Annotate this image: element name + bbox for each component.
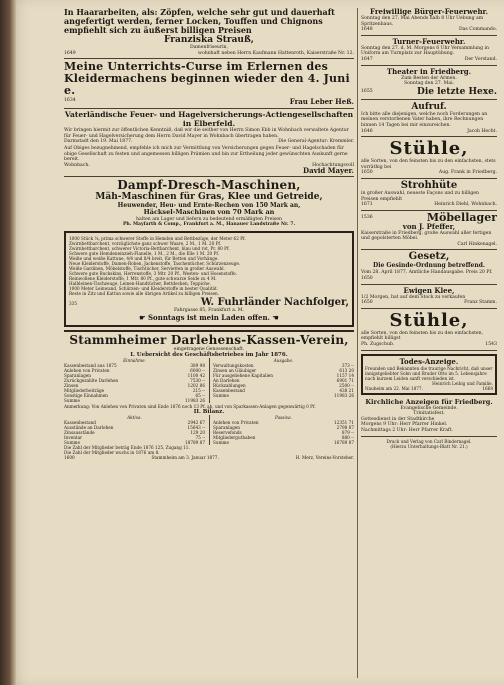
church-title: Kirchliche Anzeigen für Friedberg. xyxy=(365,397,493,406)
death-body: Freunden und Bekannten die traurige Nachricht, daß unser innigstgeliebter Sohn und Bruder Otto im 5. Lebensjahre nach kurzem Leiden sanft verschieden ist. xyxy=(365,365,493,381)
ad-hair-name: Franziska Strauß, xyxy=(164,35,254,45)
law-number: 1650 xyxy=(361,276,373,282)
loan-section1: I. Uebersicht des Geschäftsbetriebes im Jahr 1876. xyxy=(130,352,288,359)
row-amount: 75 -- xyxy=(195,435,205,441)
row-label: Ausstände an Darlehen xyxy=(64,425,114,431)
theater-date: Sonntag den 27. Mai. xyxy=(403,81,455,87)
ad-theater xyxy=(361,68,497,97)
ad-loan-association xyxy=(64,330,354,461)
loan-number: 1600 xyxy=(64,455,75,461)
loan-einnahme-label: Einnahme. xyxy=(123,358,146,364)
chairs1-signer: Aug. Frank in Friedberg. xyxy=(438,170,497,176)
ad-hair xyxy=(64,8,354,56)
row-label: Zinsausstände xyxy=(64,430,95,436)
loan-passiva-label: Passiva. xyxy=(275,415,292,421)
row-label: Mitgliederguthaben xyxy=(213,435,256,441)
textile-item: Weiße und weiße Kattune, 4/4 und 8/4 breit, für Betten und Vorhänge. xyxy=(69,256,219,262)
row-label: Reservefonds xyxy=(213,430,242,436)
row-label: Kassenbestand xyxy=(213,388,245,394)
row-label: Zurückgezahlte Darlehen xyxy=(64,378,119,384)
row-label: Anlehen von Privaten xyxy=(213,420,259,426)
strawhats-body: in großer Auswahl, neueste Façons und zu billigen Preisen empfiehlt xyxy=(361,190,479,202)
death-title: Todes-Anzeige. xyxy=(399,356,459,366)
ad-chairs-2 xyxy=(361,311,497,348)
row-label: Kassenbestand aus 1875 xyxy=(64,363,117,369)
row-amount: 11983 26 xyxy=(334,393,354,399)
chairs2-number: 1543 xyxy=(485,342,497,348)
ad-machines-line4: Häcksel-Maschinen von 70 Mark an xyxy=(143,208,275,217)
row-amount: 15643 -- xyxy=(187,425,205,431)
fire-brigade-number: 1648 xyxy=(361,27,373,33)
theater-title: Theater in Friedberg. xyxy=(386,66,472,76)
ad-textiles-sunday-text: Sonntags ist mein Laden offen. xyxy=(148,312,270,322)
row-amount: 12351 71 xyxy=(334,420,354,426)
row-amount: 438 21 xyxy=(339,388,354,394)
loan-subtitle: eingetragene Genossenschaft. xyxy=(173,346,245,352)
row-amount: 16789 87 xyxy=(334,440,354,446)
ad-sewing-signer: Frau Leber Heß. xyxy=(289,97,354,107)
furniture-number: 1536 xyxy=(361,214,373,220)
row-amount: 1100 42 xyxy=(187,373,205,379)
clover-title: Ewigen Klee, xyxy=(403,285,455,295)
textile-item: Reste in Zitz und Kattun sowie alle übrigen Artikel zu billigen Preisen. xyxy=(69,291,220,297)
row-label: Sparanlagen xyxy=(64,373,91,379)
furniture-signer: Carl Hinkenagel. xyxy=(457,241,497,247)
row-label: Summe xyxy=(213,440,229,446)
row-label: Summe xyxy=(213,393,229,399)
strawhats-number: 1671 xyxy=(361,202,373,208)
row-label: Sparanlagen xyxy=(213,425,240,431)
loan-section2: II. Bilanz. xyxy=(193,409,225,416)
church-footer2: (Hierzu Unterhaltungs-Blatt Nr. 21.) xyxy=(390,443,468,449)
ad-death-notice xyxy=(361,354,497,395)
ad-textiles-number: 335 xyxy=(69,300,77,306)
furniture-body: Kaiserstraße in Friedberg, große Auswahl aller fertigen und gepolsterten Möbel. xyxy=(361,230,492,242)
law-subtitle: Die Gesinde-Ordnung betreffend. xyxy=(373,262,485,270)
loan-einnahme-table xyxy=(64,363,205,403)
clover-signer: Franz Stamm. xyxy=(464,300,497,306)
row-amount: 11983 26 xyxy=(185,398,205,404)
textile-item: 1000 Meter Leinwand, Schürzen- und Kleiderstoffe in bester Qualität. xyxy=(69,286,219,292)
death-number: 1668 xyxy=(482,385,493,391)
ad-chairs-1 xyxy=(361,139,497,176)
ad-machines-line2: Mäh-Maschinen für Gras, Klee und Getreide, xyxy=(95,192,323,203)
ad-hair-role: Damenfriseurin, xyxy=(190,45,228,50)
clover-number: 1650 xyxy=(361,300,373,306)
ad-insurance-agency: Die General-Agentur: Kremmler. xyxy=(278,139,354,145)
ad-aufruf xyxy=(361,102,497,134)
loan-aktiva-table xyxy=(64,420,205,445)
ad-insurance-name: David Mayer. xyxy=(303,166,354,176)
ad-textiles-sunday: ☛ Sonntags ist mein Laden offen. ☚ xyxy=(139,312,279,322)
ad-turner-brigade xyxy=(361,38,497,63)
row-label: Summe xyxy=(64,398,80,404)
left-column xyxy=(64,8,354,678)
row-amount: 6000 -- xyxy=(190,368,205,374)
aufruf-title: Aufruf. xyxy=(411,101,447,112)
row-amount: 65 -- xyxy=(195,393,205,399)
table-row xyxy=(213,440,354,445)
row-amount: 613 20 xyxy=(339,368,354,374)
textile-item: Schwere gute Hemdeneinzieh-Flanelle, 1 M., 2 M., die Elle 1 M. 20 Pf. xyxy=(69,251,220,257)
ad-machines-line6: Ph. Mayfarth & Comp., Frankfurt a. M., Hanauer Landstraße Nr. 7. xyxy=(122,222,296,228)
textile-item: Reinwollene Kleiderstoffe, 1 Mtr. 80 Pf., gute schwarze Seide zu 4 M. xyxy=(69,276,217,282)
chairs2-body: alle Sorten, von den feinsten bis zu den einfachsten, empfiehlt billigst xyxy=(361,330,484,342)
loan-title: Stammheimer Darlehens-Kassen-Verein, xyxy=(69,332,349,347)
ad-insurance xyxy=(64,111,354,174)
strawhats-title: Strohhüte xyxy=(400,179,458,191)
ad-fire-brigade xyxy=(361,8,497,33)
church-line1: Gottesdienst in der Stadtkirche xyxy=(361,416,435,422)
right-column xyxy=(357,8,497,678)
church-footer: Druck und Verlag von Carl Bindernagel. xyxy=(386,438,472,444)
textile-item: Schwere gute Buckskins, Herrenstoffe, 3 Mtr. 20 Pf., Westen- und Hosenstoffe. xyxy=(69,271,237,277)
row-amount: 879 -- xyxy=(341,430,354,436)
row-label: Rückzahlungen xyxy=(213,383,246,389)
church-line2: Morgens 9 Uhr: Herr Pfarrer Hinkel. xyxy=(361,422,448,428)
loan-place: Stammheim am 3. Januar 1877. xyxy=(151,455,219,461)
theater-number: 1655 xyxy=(361,88,373,94)
row-label: Zinsen xyxy=(64,383,79,389)
ad-sewing-course xyxy=(64,61,354,106)
row-amount: 6901 71 xyxy=(336,378,354,384)
row-amount: 1157 14 xyxy=(336,373,354,379)
ad-machines xyxy=(64,179,354,228)
ad-insurance-respect: Hochachtungsvoll xyxy=(312,162,354,168)
ad-insurance-town: Wohnbach. xyxy=(64,162,90,168)
row-amount: 389 98 xyxy=(190,363,205,369)
ad-insurance-place: Darmstadt den 19. Mai 1877. xyxy=(64,139,133,145)
row-label: Mitgliederbeiträge xyxy=(64,388,105,394)
turner-body: Sonntag den 27. d. M. Morgens 6 Uhr Versammlung in Uniform am Turnplatz zur Hauptübung. xyxy=(361,45,489,57)
row-amount: 18789 87 xyxy=(185,440,205,446)
book-binding xyxy=(0,0,16,685)
ad-machines-line5: halten am Lager und liefern zu bedeutend ermäßigten Preisen xyxy=(136,216,282,222)
ad-sewing-number: 1634 xyxy=(64,98,76,104)
turner-number: 1647 xyxy=(361,56,373,62)
row-amount: 880 -- xyxy=(341,435,354,441)
fire-brigade-signer: Das Commando. xyxy=(458,27,497,33)
fire-brigade-title: Freiwillige Bürger-Feuerwehr. xyxy=(369,8,489,16)
ad-machines-line1: Dampf-Dresch-Maschinen, xyxy=(117,178,301,193)
row-label: Summe xyxy=(64,440,80,446)
death-signer: Heinrich Leibig und Familie. xyxy=(432,380,493,386)
row-label: Für ausgeliehene Kapitalien xyxy=(213,373,273,379)
row-label: Verwaltungskosten xyxy=(213,363,254,369)
textile-item: Zwirnbettbarchent, vorzüglichste ganz schwer Waare, 2 M., 1 M. 20 Pf. xyxy=(69,241,222,247)
textile-item: Halbleinen-Tischzeuge, Leinen-Handtücher, Bettdecken, Teppiche. xyxy=(69,281,211,287)
furniture-from: von J. Pfeffer, xyxy=(402,221,456,231)
ad-textiles-firm: W. Fuhrländer Nachfolger, xyxy=(200,297,349,309)
row-label: Kassenbestand xyxy=(64,420,96,426)
loan-footer1: Die Zahl der Mitglieder beträg Ende 1876 125, Zugang 11. xyxy=(64,445,190,451)
loan-ausgabe-label: Ausgabe. xyxy=(273,358,294,364)
theater-play: Die letzte Hexe. xyxy=(417,86,497,97)
ad-insurance-body: Wir bringen hiermit zur öffentlichen Kenntniß, daß wir die seither von Herrn Simon Ebb in Wohnbach verwaltete Agentur für Feuer- und Hagelversicherung dem Herrn David Mayer in Wohnbach übertragen haben. xyxy=(64,128,349,139)
textile-item: Weiße Gardinen, Möbelstoffe, Tischtücher, Servietten in großer Auswahl. xyxy=(69,266,225,272)
law-title: Gesetz, xyxy=(408,251,450,263)
table-row xyxy=(213,393,354,398)
law-body: Vom 28. April 1877. Amtliche Handausgabe. Preis 20 Pf. xyxy=(361,270,493,276)
ad-church xyxy=(361,398,497,449)
theater-sub: Zum Besten der Armen. xyxy=(401,75,457,81)
chairs1-headline: Stühle, xyxy=(389,138,469,160)
row-label: Inventar xyxy=(64,435,83,441)
ad-textiles-street: Fahrgasse 85, Frankfurt a. M. xyxy=(174,308,244,314)
turner-title: Turner-Feuerwehr. xyxy=(392,36,466,46)
ad-hair-address: wohnhaft neben Herrn Kaufmann Hattenroth, Kaiserstraße Nr. 12. xyxy=(198,50,354,56)
ad-hair-headline: In Haararbeiten, als: Zöpfen, welche sehr gut und dauerhaft angefertigt werden, ferner Locken, Touffen und Chignons empfiehlt sich zu äußerst billigen Preisen xyxy=(64,8,335,35)
death-date: Nauheim am 22. Mai 1877. xyxy=(365,385,423,391)
ad-textiles-list xyxy=(69,236,349,296)
loan-aktiva-label: Aktiva. xyxy=(127,415,142,421)
ad-law xyxy=(361,252,497,281)
table-row xyxy=(64,398,205,403)
loan-footer2: Die Zahl der Mitglieder wuchs in 1876 um 8. xyxy=(64,450,160,456)
textile-item: Neue Kleiderstoffe, Damen-Roben, Jackenstoffe, Taschentücher, Schürzenzeuge. xyxy=(69,261,241,267)
row-amount: 2500 -- xyxy=(339,383,354,389)
chairs1-body: alle Sorten, von den feinsten bis zu den einfachsten, stets vorräthig bei xyxy=(361,159,496,170)
church-line3: Nachmittags 2 Uhr: Herr Pfarrer Kraft. xyxy=(361,428,453,433)
loan-note: Anmerkung: Von Anlehen von Privaten sind Ende 1876 noch 13 Pf. ab, und von Sparkassen-Anlagen gegenwärtig 0 Pf. xyxy=(64,404,316,410)
row-label: An Darlehen xyxy=(213,378,240,384)
row-amount: 7530 -- xyxy=(190,378,205,384)
row-amount: 215 -- xyxy=(192,388,205,394)
ad-textiles xyxy=(64,231,354,327)
textile-item: 1000 Stück ¼, prima schwerer Stoffe in Hemden und Bettbezüge, der Meter 62 Pf. xyxy=(69,236,246,242)
ad-insurance-body2: Auf Obiges bezugnehmend, empfehle ich mich zur Vermittlung von Versicherungen gegen Feuer- und Hagelschaden für obige Gesellschaft zu festen und angemessen billigen Prämien und bin zur Ertheilung jeder gewünschten Auskunft gerne bereit. xyxy=(64,145,348,163)
aufruf-number: 1646 xyxy=(361,128,373,134)
row-amount: 2798 87 xyxy=(336,425,354,431)
church-sub: Evangelische Gemeinde. xyxy=(400,405,458,411)
row-label: Anlehen von Privaten xyxy=(64,368,110,374)
ad-clover xyxy=(361,287,497,306)
ad-sewing-headline: Meine Unterrichts-Curse im Erlernen des Kleidermachens beginnen wieder den 4. Juni e. xyxy=(64,60,350,98)
ad-furniture xyxy=(361,210,497,248)
textile-item: Zwirnbettbarchent, schwerer Victoria-Bettbarchent, blau und rot, Pr. 80 Pf. xyxy=(69,246,230,252)
row-amount: 373 -- xyxy=(341,363,354,369)
fire-brigade-body: Sonntag den 27. Mai Abends halb 8 Uhr Uebung am Spritzenhaus. xyxy=(361,16,484,27)
loan-ausgabe-table xyxy=(213,363,354,398)
ad-insurance-title: Vaterländische Feuer- und Hagelversicherungs-Actiengesellschaften in Elberfeld. xyxy=(64,110,354,128)
ad-hair-number: 1649 xyxy=(64,50,76,56)
row-amount: 1202 86 xyxy=(187,383,205,389)
furniture-title: Möbellager xyxy=(426,210,497,224)
row-label: Sonstige Einnahmen xyxy=(64,393,108,399)
aufruf-body: Ich bitte alle diejenigen, welche noch Forderungen an meinen verstorbenen Vater haben, ihre Rechnungen binnen 14 Tagen bei mir einzureichen. xyxy=(361,111,488,128)
chairs2-signer: Ph. Zugschub. xyxy=(361,342,395,348)
strawhats-signer: Heinrich Diehl, Wohnbach. xyxy=(434,202,497,208)
church-sunday: Trinitatisfest. xyxy=(413,411,445,417)
loan-vorstand: H. Merz, Vereins-Vorsteher. xyxy=(295,455,354,461)
turner-signer: Der Vorstand. xyxy=(464,56,497,62)
loan-passiva-table xyxy=(213,420,354,445)
chairs1-number: 1650 xyxy=(361,170,373,176)
clover-body: 1/2 Morgen, hat auf dem Stock zu verkaufen xyxy=(361,294,466,300)
row-amount: 2942 67 xyxy=(187,420,205,426)
aufruf-signer: Jacob Hecht. xyxy=(467,128,497,134)
ad-straw-hats xyxy=(361,181,497,208)
row-label: Zinsen an Gläubiger xyxy=(213,368,257,374)
row-amount: 129 20 xyxy=(190,430,205,436)
ad-machines-line3: Heuwender, Heu- und Ernte-Rechen von 150 Mark an, xyxy=(117,202,301,210)
chairs2-headline: Stühle, xyxy=(389,309,469,331)
